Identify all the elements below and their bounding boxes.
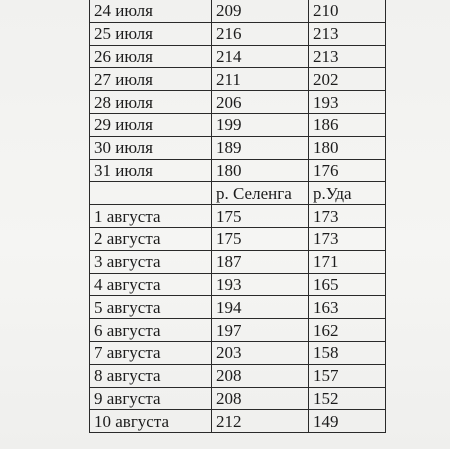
column-header-selenga: р. Селенга <box>212 182 309 205</box>
cell-date <box>90 182 212 205</box>
cell-selenga: 199 <box>212 113 309 136</box>
cell-date: 29 июля <box>90 113 212 136</box>
cell-selenga: 189 <box>212 136 309 159</box>
table-row <box>90 0 386 22</box>
table-row <box>90 22 386 45</box>
table-row <box>90 136 386 159</box>
cell-date: 30 июля <box>90 136 212 159</box>
table-row <box>90 319 386 342</box>
cell-uda: 173 <box>309 205 386 228</box>
cell-selenga: 209 <box>212 0 309 22</box>
cell-selenga: 208 <box>212 364 309 387</box>
cell-uda: 180 <box>309 136 386 159</box>
cell-date: 10 августа <box>90 410 212 433</box>
table-row <box>90 68 386 91</box>
cell-date: 7 августа <box>90 341 212 364</box>
cell-date: 28 июля <box>90 91 212 114</box>
cell-selenga: 203 <box>212 341 309 364</box>
cell-uda: 202 <box>309 68 386 91</box>
cell-date: 25 июля <box>90 22 212 45</box>
cell-selenga: 206 <box>212 91 309 114</box>
cell-uda: 158 <box>309 341 386 364</box>
cell-date: 8 августа <box>90 364 212 387</box>
cell-uda: 165 <box>309 273 386 296</box>
cell-date: 3 августа <box>90 250 212 273</box>
cell-date: 9 августа <box>90 387 212 410</box>
cell-selenga: 193 <box>212 273 309 296</box>
table-row <box>90 273 386 296</box>
table-row <box>90 91 386 114</box>
cell-selenga: 197 <box>212 319 309 342</box>
cell-date: 26 июля <box>90 45 212 68</box>
cell-uda: 157 <box>309 364 386 387</box>
cell-selenga: 211 <box>212 68 309 91</box>
cell-uda: 152 <box>309 387 386 410</box>
cell-uda: 163 <box>309 296 386 319</box>
table-row <box>90 205 386 228</box>
table-row <box>90 45 386 68</box>
cell-selenga: 180 <box>212 159 309 182</box>
cell-selenga: 216 <box>212 22 309 45</box>
cell-uda: 193 <box>309 91 386 114</box>
cell-selenga: 187 <box>212 250 309 273</box>
cell-date: 2 августа <box>90 227 212 250</box>
table-row <box>90 364 386 387</box>
table-row <box>90 341 386 364</box>
cell-date: 5 августа <box>90 296 212 319</box>
cell-uda: 171 <box>309 250 386 273</box>
cell-date: 6 августа <box>90 319 212 342</box>
cell-uda: 210 <box>309 0 386 22</box>
table-row <box>90 410 386 433</box>
table-row <box>90 113 386 136</box>
cell-uda: 176 <box>309 159 386 182</box>
cell-date: 4 августа <box>90 273 212 296</box>
cell-selenga: 175 <box>212 227 309 250</box>
table-subheader-row <box>90 182 386 205</box>
cell-uda: 149 <box>309 410 386 433</box>
cell-selenga: 175 <box>212 205 309 228</box>
cell-date: 1 августа <box>90 205 212 228</box>
cell-selenga: 212 <box>212 410 309 433</box>
cell-uda: 186 <box>309 113 386 136</box>
table-row <box>90 387 386 410</box>
river-level-table <box>89 0 386 433</box>
cell-date: 27 июля <box>90 68 212 91</box>
column-header-uda: р.Уда <box>309 182 386 205</box>
table-row <box>90 250 386 273</box>
cell-date: 31 июля <box>90 159 212 182</box>
cell-uda: 162 <box>309 319 386 342</box>
cell-uda: 213 <box>309 22 386 45</box>
cell-date: 24 июля <box>90 0 212 22</box>
cell-uda: 173 <box>309 227 386 250</box>
cell-selenga: 208 <box>212 387 309 410</box>
cell-selenga: 214 <box>212 45 309 68</box>
cell-selenga: 194 <box>212 296 309 319</box>
cell-uda: 213 <box>309 45 386 68</box>
table-row <box>90 159 386 182</box>
table-row <box>90 227 386 250</box>
table-row <box>90 296 386 319</box>
